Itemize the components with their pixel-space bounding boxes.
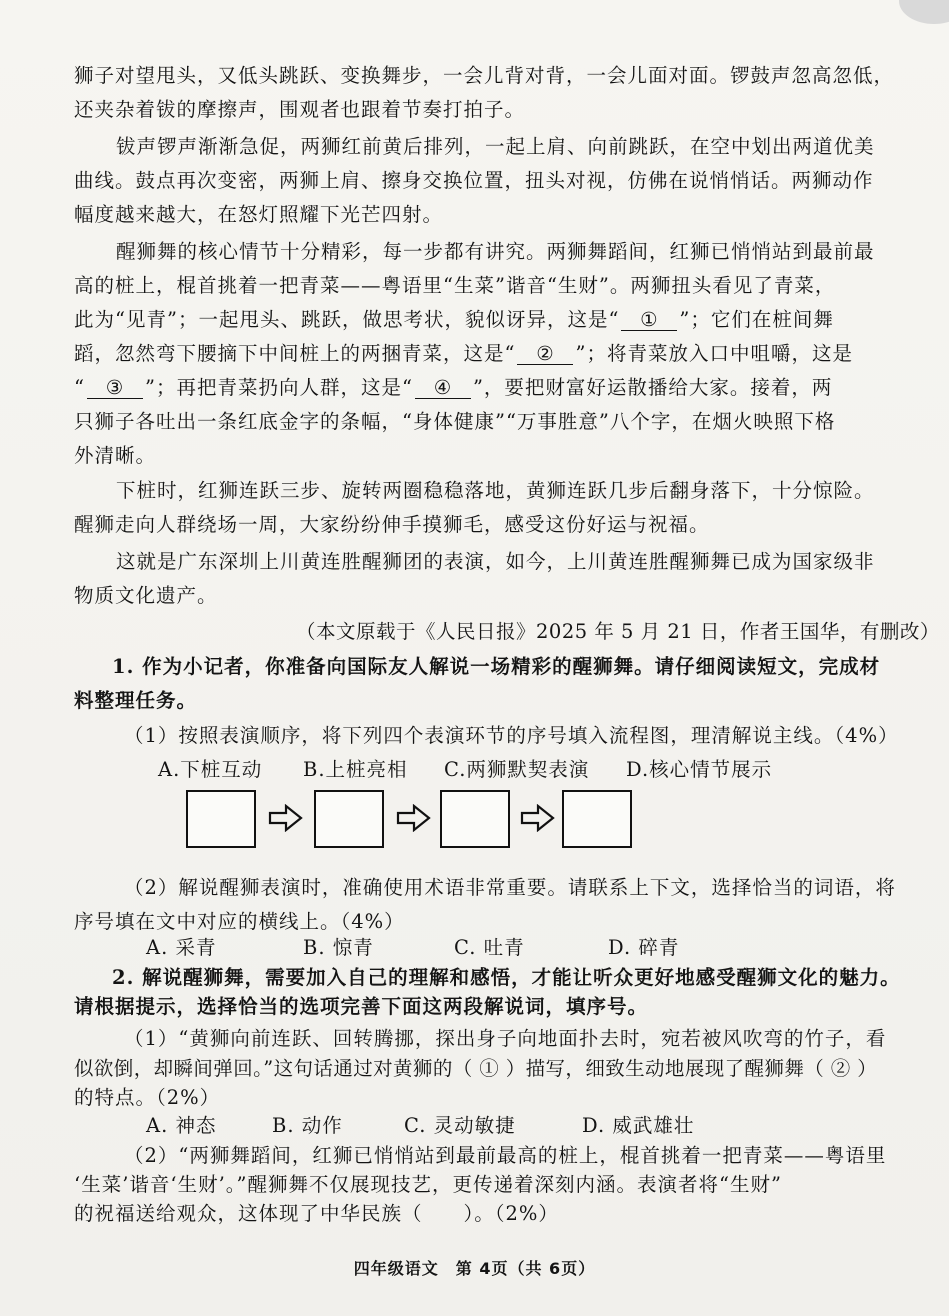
article-line: 幅度越来越大，在怒灯照耀下光芒四射。	[74, 203, 444, 226]
q1-sub1: （1）按照表演顺序，将下列四个表演环节的序号填入流程图，理清解说主线。（4%）	[124, 724, 899, 747]
article-line-with-blank-1	[74, 310, 834, 331]
text: ”；它们在桩间舞	[679, 308, 834, 331]
q2-stem: 2. 解说醒狮舞，需要加入自己的理解和感悟，才能让听众更好地感受醒狮文化的魅力。	[112, 966, 901, 989]
flow-box-4[interactable]	[562, 790, 632, 848]
article-line: 外清晰。	[74, 444, 157, 467]
q2-sub1-option-d: D. 威武雄壮	[582, 1114, 695, 1137]
q2-sub2: ‘生菜’谐音‘生财’。”醒狮舞不仅展现技艺，更传递着深刻内涵。表演者将“生财”	[74, 1173, 782, 1196]
blank-3[interactable]: ③	[87, 378, 143, 399]
source-citation: （本文原载于《人民日报》2025 年 5 月 21 日，作者王国华，有删改）	[296, 620, 940, 643]
article-line-with-blank-2	[74, 344, 853, 365]
q1-sub2: （2）解说醒狮表演时，准确使用术语非常重要。请联系上下文，选择恰当的词语，将	[124, 876, 896, 899]
text: 蹈，忽然弯下腰摘下中间桩上的两捆青菜，这是“	[74, 342, 516, 365]
q1-option-d: D.核心情节展示	[626, 758, 773, 781]
q2-sub2: （2）“两狮舞蹈间，红狮已悄悄站到最前最高的桩上，棍首挑着一把青菜——粤语里	[124, 1144, 887, 1167]
article-line: 只狮子各吐出一条红底金字的条幅，“身体健康”“万事胜意”八个字，在烟火映照下格	[74, 410, 836, 433]
article-line-with-blanks-3-4	[74, 378, 832, 399]
text: 此为“见青”；一起甩头、跳跃，做思考状，貌似讶异，这是“	[74, 308, 620, 331]
q1-stem: 1. 作为小记者，你准备向国际友人解说一场精彩的醒狮舞。请仔细阅读短文，完成材	[112, 655, 881, 678]
article-line: 醒狮舞的核心情节十分精彩，每一步都有讲究。两狮舞蹈间，红狮已悄悄站到最前最	[116, 240, 875, 263]
q1-option-c: C.两狮默契表演	[444, 758, 590, 781]
corner-shadow	[899, 0, 949, 24]
flow-box-1[interactable]	[186, 790, 256, 848]
text: ”；将青菜放入口中咀嚼，这是	[575, 342, 853, 365]
blank-2[interactable]: ②	[517, 344, 573, 365]
q1-sub2: 序号填在文中对应的横线上。（4%）	[74, 910, 405, 933]
text: ”；再把青菜扔向人群，这是“	[144, 376, 413, 399]
article-line: 高的桩上，棍首挑着一把青菜——粤语里“生菜”谐音“生财”。两狮扭头看见了青菜，	[74, 274, 836, 297]
flow-box-2[interactable]	[314, 790, 384, 848]
q1-option-b: B.上桩亮相	[303, 758, 408, 781]
q2-sub1-option-b: B. 动作	[272, 1114, 343, 1137]
article-line: 钹声锣声渐渐急促，两狮红前黄后排列，一起上肩、向前跳跃，在空中划出两道优美	[116, 135, 875, 158]
q2-sub2: 的祝福送给观众，这体现了中华民族（ ）。（2%）	[74, 1202, 559, 1225]
blank-4[interactable]: ④	[415, 378, 471, 399]
article-line: 物质文化遗产。	[74, 584, 218, 607]
q1-sub2-option-a: A. 采青	[146, 936, 217, 959]
article-line: 曲线。鼓点再次变密，两狮上肩、擦身交换位置，扭头对视，仿佛在说悄悄话。两狮动作	[74, 169, 874, 192]
arrow-right-icon	[268, 804, 304, 832]
q1-sub2-option-b: B. 惊青	[303, 936, 374, 959]
q2-sub1: 似欲倒，却瞬间弹回。”这句话通过对黄狮的（ ① ）描写，细致生动地展现了醒狮舞（ ② ）	[74, 1057, 878, 1080]
article-line: 下桩时，红狮连跃三步、旋转两圈稳稳落地，黄狮连跃几步后翻身落下，十分惊险。	[116, 479, 875, 502]
q1-sub2-option-c: C. 吐青	[454, 936, 525, 959]
q2-sub1: 的特点。（2%）	[74, 1086, 221, 1109]
text: ”，要把财富好运散播给大家。接着，两	[472, 376, 833, 399]
arrow-right-icon	[520, 804, 556, 832]
page-footer: 四年级语文 第 4页（共 6页）	[353, 1259, 596, 1278]
q2-stem: 请根据提示，选择恰当的选项完善下面这两段解说词，填序号。	[74, 995, 649, 1018]
article-line: 这就是广东深圳上川黄连胜醒狮团的表演，如今，上川黄连胜醒狮舞已成为国家级非	[116, 550, 875, 573]
article-line: 还夹杂着钹的摩擦声，围观者也跟着节奏打拍子。	[74, 98, 526, 121]
q2-sub1: （1）“黄狮向前连跃、回转腾挪，探出身子向地面扑去时，宛若被风吹弯的竹子，看	[124, 1027, 887, 1050]
blank-1[interactable]: ①	[621, 310, 677, 331]
flow-box-3[interactable]	[440, 790, 510, 848]
q1-sub2-option-d: D. 碎青	[608, 936, 680, 959]
article-line: 狮子对望甩头，又低头跳跃、变换舞步，一会儿背对背，一会儿面对面。锣鼓声忽高忽低，	[74, 64, 895, 87]
q1-stem: 料整理任务。	[74, 689, 198, 712]
q2-sub1-option-a: A. 神态	[146, 1114, 217, 1137]
article-line: 醒狮走向人群绕场一周，大家纷纷伸手摸狮毛，感受这份好运与祝福。	[74, 513, 710, 536]
text: “	[74, 376, 85, 399]
arrow-right-icon	[396, 804, 432, 832]
q1-option-a: A.下桩互动	[158, 758, 263, 781]
q2-sub1-option-c: C. 灵动敏捷	[404, 1114, 516, 1137]
